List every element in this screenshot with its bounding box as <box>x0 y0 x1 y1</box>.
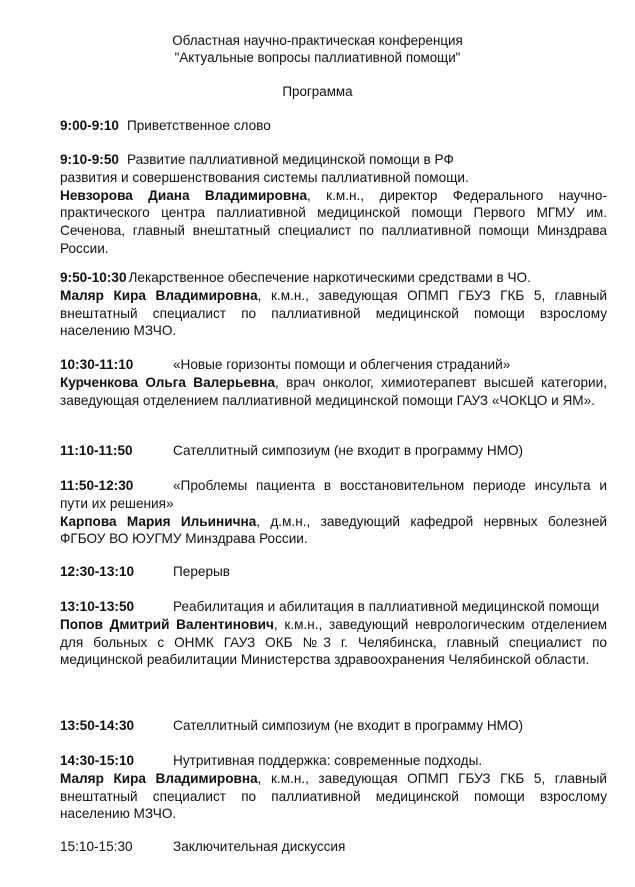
program-item <box>60 151 607 258</box>
speaker-info: , врач онколог, химиотерапевт высшей категории, заведующая отделением паллиативной медицинской помощи ГАУЗ «ЧОКЦО и ЯМ». <box>60 374 607 408</box>
speaker-info: , к.м.н., заведующий неврологическим отделением для больных с ОНМК ГАУЗ ОКБ №3 г. Челябинска, главный специалист по медицинской реабилитации Министерства здравоохранения Челябинской области. <box>60 616 608 668</box>
conference-title: Областная научно-практическая конференция <box>172 33 463 48</box>
program-item <box>60 477 607 548</box>
program-item <box>60 356 607 409</box>
item-time: 9:50-10:30 <box>60 270 127 285</box>
program-item <box>60 598 607 669</box>
item-title: «Новые горизонты помощи и облегчения страданий» <box>173 357 511 372</box>
item-title: Сателлитный симпозиум (не входит в программу НМО) <box>173 443 524 458</box>
item-title: «Проблемы пациента в восстановительном периоде инсульта и пути их решения» <box>60 478 607 511</box>
program-item <box>60 563 607 581</box>
item-title: Сателлитный симпозиум (не входит в программу НМО) <box>173 718 524 733</box>
speaker-name: Попов Дмитрий Валентинович <box>60 616 274 632</box>
item-time: 13:50-14:30 <box>60 718 135 733</box>
conference-subtitle: "Актуальные вопросы паллиативной помощи" <box>174 50 461 65</box>
item-time: 15:10-15:30 <box>60 839 133 854</box>
speaker-name: Курченкова Ольга Валерьевна <box>60 374 276 390</box>
item-title: Заключительная дискуссия <box>173 839 346 854</box>
item-title: Нутритивная поддержка: современные подходы. <box>173 753 483 768</box>
item-time: 11:10-11:50 <box>60 443 133 458</box>
speaker-name: Маляр Кира Владимировна <box>60 287 258 303</box>
speaker-name: Невзорова Диана Владимировна <box>60 187 308 203</box>
item-title: Развитие паллиативной медицинской помощи в РФ <box>126 152 454 167</box>
item-time: 13:10-13:50 <box>60 599 135 614</box>
program-item <box>60 117 607 135</box>
item-title: Приветственное слово <box>126 118 271 133</box>
item-time: 14:30-15:10 <box>60 753 135 768</box>
speaker-info: , д.м.н., заведующий кафедрой нервных болезней ФГБОУ ВО ЮУГМУ Минздрава России. <box>60 513 607 547</box>
item-time: 10:30-11:10 <box>60 357 134 372</box>
speaker-info: , к.м.н., директор Федерального научно-практического центра паллиативной медицинской помощи Первого МГМУ им. Сеченова, главный внештатный специалист по паллиативной помощи Минздрава России. <box>60 187 607 256</box>
program-item <box>60 752 607 823</box>
item-time: 9:10-9:50 <box>60 152 119 167</box>
speaker-info: , к.м.н., заведующая ОПМП ГБУЗ ГКБ 5, главный внештатный специалист по паллиативной медицинской помощи взрослому населению МЗЧО. <box>60 770 608 822</box>
item-time: 9:00-9:10 <box>60 118 119 133</box>
program-heading: Программа <box>282 84 353 99</box>
item-time: 12:30-13:10 <box>60 564 135 579</box>
item-subtitle: развития и совершенствования системы паллиативной помощи. <box>60 169 469 185</box>
item-title: Перерыв <box>173 564 231 579</box>
speaker-name: Карпова Мария Ильинична <box>60 513 257 529</box>
program-item <box>60 269 607 340</box>
item-title: Лекарственное обеспечение наркотическими средствами в ЧО. <box>128 270 531 285</box>
program-item <box>60 717 607 735</box>
speaker-info: , к.м.н., заведующая ОПМП ГБУЗ ГКБ 5, главный внештатный специалист по паллиативной медицинской помощи взрослому населению МЗЧО. <box>60 287 608 339</box>
program-item <box>60 442 607 460</box>
item-title: Реабилитация и абилитация в паллиативной медицинской помощи <box>173 599 600 614</box>
speaker-name: Маляр Кира Владимировна <box>60 770 258 786</box>
item-time: 11:50-12:30 <box>60 478 134 493</box>
program-item <box>60 838 607 856</box>
